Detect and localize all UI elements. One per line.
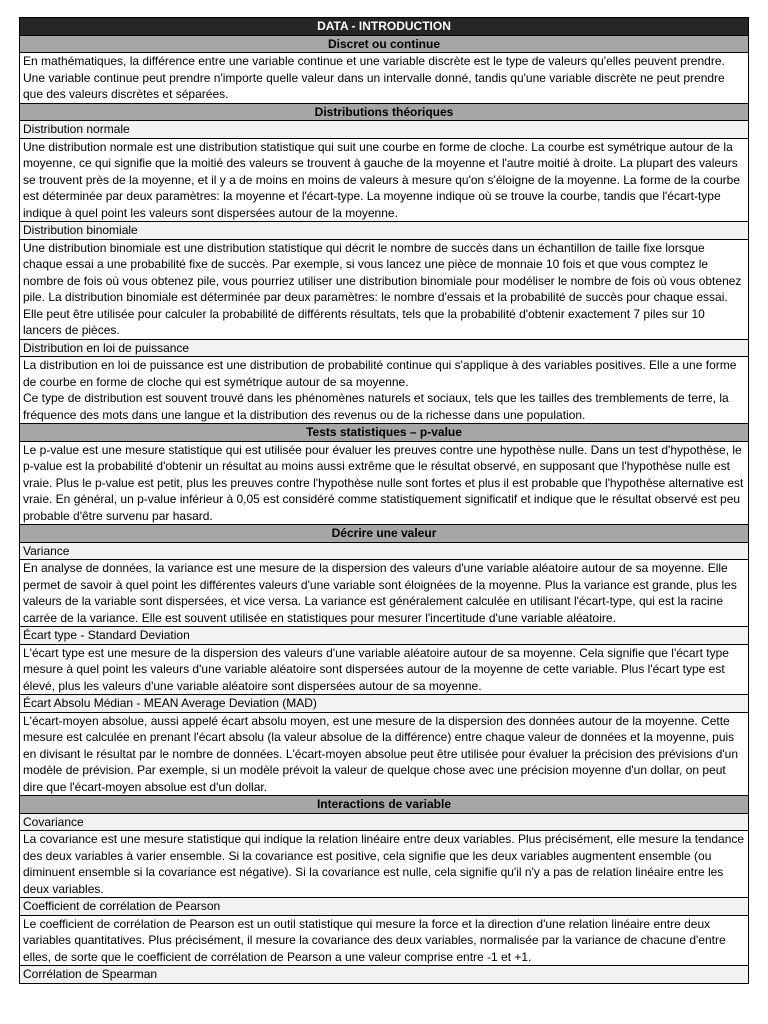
sheet-body <box>20 18 749 984</box>
table-row <box>20 53 749 104</box>
subsection-label: Écart type - Standard Deviation <box>20 627 749 645</box>
table-row <box>20 542 749 560</box>
table-row <box>20 35 749 53</box>
subsection-label: Distribution normale <box>20 121 749 139</box>
subsection-label: Distribution binomiale <box>20 222 749 240</box>
subsection-label: Écart Absolu Médian - MEAN Average Deviation (MAD) <box>20 695 749 713</box>
table-row <box>20 695 749 713</box>
table-row <box>20 966 749 984</box>
description-text: Le p-value est une mesure statistique qui est utilisée pour évaluer les preuves contre une hypothèse nulle. Dans un test d'hypothèse, le p-value est la probabilité d'obtenir un résultat au moins aussi extrême que le résultat observé, en supposant que l'hypothèse nulle est vraie. Plus le p-value est petit, plus les preuves contre l'hypothèse nulle sont fortes et plus il est probable que l'hypothèse alternative est vraie. En général, un p-value inférieur à 0,05 est considéré comme statistiquement significatif et indique que le résultat observé est peu probable d'être survenu par hasard. <box>20 441 749 525</box>
description-text: En mathématiques, la différence entre une variable continue et une variable discrète est le type de valeurs qu'elles peuvent prendre. Une variable continue peut prendre n'importe quelle valeur dans un intervalle donné, tandis qu'une variable discrète ne peut prendre que des valeurs discrètes et séparées. <box>20 53 749 104</box>
subsection-label: Corrélation de Spearman <box>20 966 749 984</box>
table-row <box>20 898 749 916</box>
table-row <box>20 239 749 339</box>
table-row <box>20 796 749 814</box>
description-text: En analyse de données, la variance est une mesure de la dispersion des valeurs d'une variable aléatoire autour de sa moyenne. Elle permet de savoir à quel point les différentes valeurs d'une variable sont éloignées de la moyenne. Plus la variance est grande, plus les valeurs de la variable sont dispersées, et vice versa. La variance est généralement calculée en utilisant l'écart-type, qui est la racine carrée de la variance. Elle est souvent utilisée en statistiques pour mesurer l'incertitude d'une variable aléatoire. <box>20 560 749 627</box>
description-text: Le coefficient de corrélation de Pearson est un outil statistique qui mesure la force et la direction d'une relation linéaire entre deux variables quantitatives. Plus précisément, il mesure la covariance des deux variables, normalisée par la variance de chacune d'entre elles, de sorte que le coefficient de corrélation de Pearson a une valeur comprise entre -1 et +1. <box>20 915 749 966</box>
section-header: Distributions théoriques <box>20 103 749 121</box>
table-row <box>20 103 749 121</box>
table-row <box>20 339 749 357</box>
subsection-label: Covariance <box>20 813 749 831</box>
subsection-label: Distribution en loi de puissance <box>20 339 749 357</box>
section-header: Tests statistiques – p-value <box>20 424 749 442</box>
subsection-label: Coefficient de corrélation de Pearson <box>20 898 749 916</box>
table-row <box>20 915 749 966</box>
section-header: Décrire une valeur <box>20 525 749 543</box>
subsection-label: Variance <box>20 542 749 560</box>
table-row <box>20 712 749 796</box>
table-row <box>20 222 749 240</box>
description-text: La covariance est une mesure statistique qui indique la relation linéaire entre deux variables. Plus précisément, elle mesure la tendance des deux variables à varier ensemble. Si la covariance est positive, cela signifie que les deux variables augmentent ensemble (ou diminuent ensemble si la covariance est négative). Si la covariance est nulle, cela signifie qu'il n'y a pas de relation linéaire entre les deux variables. <box>20 831 749 898</box>
data-introduction-sheet <box>19 17 749 984</box>
section-header: Discret ou continue <box>20 35 749 53</box>
table-row <box>20 644 749 695</box>
description-text: L'écart type est une mesure de la dispersion des valeurs d'une variable aléatoire autour de sa moyenne. Cela signifie que l'écart type mesure à quel point les valeurs d'une variable aléatoire sont dispersées autour de la moyenne de cette variable. Plus l'écart type est élevé, plus les valeurs d'une variable aléatoire sont dispersées autour de sa moyenne. <box>20 644 749 695</box>
table-row <box>20 138 749 222</box>
sheet-title: DATA - INTRODUCTION <box>20 18 749 36</box>
section-header: Interactions de variable <box>20 796 749 814</box>
title-row <box>20 18 749 36</box>
table-row <box>20 441 749 525</box>
table-row <box>20 627 749 645</box>
description-text: L'écart-moyen absolue, aussi appelé écart absolu moyen, est une mesure de la dispersion des données autour de la moyenne. Cette mesure est calculée en prenant l'écart absolu (la valeur absolue de la différence) entre chaque valeur de données et la moyenne, puis en divisant le résultat par le nombre de données. L'écart-moyen absolue peut être utilisée pour évaluer la précision des prévisions d'un modèle de prévision. Par exemple, si un modèle prévoit la valeur de quelque chose avec une précision moyenne d'un dollar, on peut dire que l'écart-moyen absolue est d'un dollar. <box>20 712 749 796</box>
description-text: La distribution en loi de puissance est une distribution de probabilité continue qui s'applique à des variables positives. Elle a une forme de courbe en forme de cloche qui est symétrique autour de sa moyenne. Ce type de distribution est souvent trouvé dans les phénomènes naturels et sociaux, tels que les tailles des tremblements de terre, la fréquence des mots dans une langue et la distribution des revenus ou de la richesse dans une population. <box>20 357 749 424</box>
table-row <box>20 424 749 442</box>
table-row <box>20 813 749 831</box>
table-row <box>20 831 749 898</box>
table-row <box>20 560 749 627</box>
table-row <box>20 357 749 424</box>
description-text: Une distribution binomiale est une distribution statistique qui décrit le nombre de succès dans un échantillon de taille fixe lorsque chaque essai a une probabilité fixe de succès. Par exemple, si vous lancez une pièce de monnaie 10 fois et que vous comptez le nombre de fois où vous obtenez pile, vous pourriez utiliser une distribution binomiale pour modéliser le nombre de fois où vous obtenez pile. La distribution binomiale est déterminée par deux paramètres: le nombre d'essais et la probabilité de succès pour chaque essai. Elle peut être utilisée pour calculer la probabilité de différents résultats, tels que la probabilité d'obtenir exactement 7 piles sur 10 lancers de pièces. <box>20 239 749 339</box>
table-row <box>20 121 749 139</box>
description-text: Une distribution normale est une distribution statistique qui suit une courbe en forme de cloche. La courbe est symétrique autour de la moyenne, ce qui signifie que la moitié des valeurs se trouvent à gauche de la moyenne et l'autre moitié à droite. La plupart des valeurs se trouvent près de la moyenne, et il y a de moins en moins de valeurs à mesure qu'on s'éloigne de la moyenne. La forme de la courbe est déterminée par deux paramètres: la moyenne et l'écart-type. La moyenne indique où se trouve la courbe, tandis que l'écart-type indique à quel point les valeurs sont dispersées autour de la moyenne. <box>20 138 749 222</box>
table-row <box>20 525 749 543</box>
